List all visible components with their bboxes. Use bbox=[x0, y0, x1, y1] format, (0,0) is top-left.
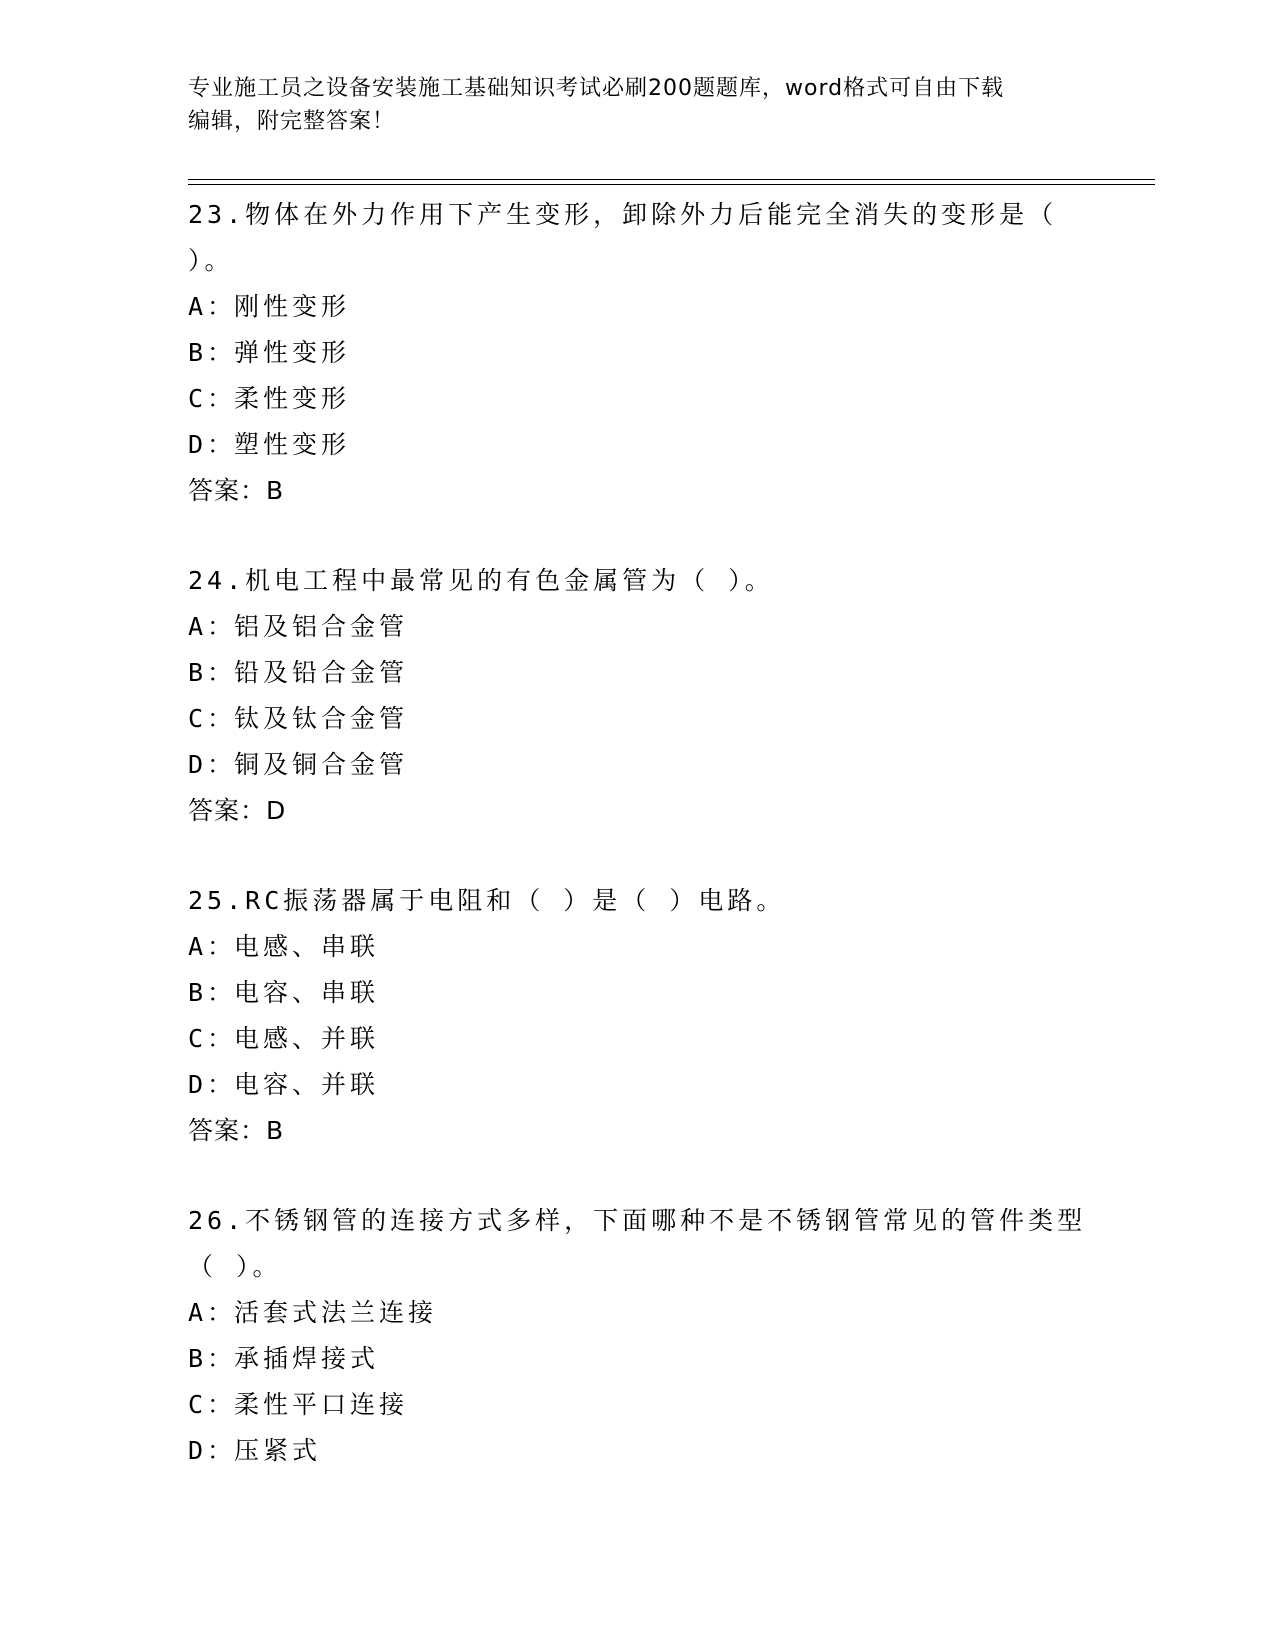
option-letter: C： bbox=[188, 1390, 237, 1419]
option-b bbox=[188, 1336, 1088, 1382]
option-letter: B： bbox=[188, 978, 237, 1007]
option-text: 电容、串联 bbox=[234, 978, 380, 1007]
option-letter: C： bbox=[188, 384, 237, 413]
question-text bbox=[188, 556, 1088, 604]
option-a bbox=[188, 604, 1088, 650]
option-b bbox=[188, 650, 1088, 696]
option-letter: C： bbox=[188, 704, 237, 733]
question-text bbox=[188, 876, 1088, 924]
question-text-line-2: （ ）。 bbox=[188, 1252, 282, 1281]
question-26 bbox=[188, 1196, 1088, 1474]
header-title-line-1: 专业施工员之设备安装施工基础知识考试必刷200题题库，word格式可自由下载 bbox=[188, 76, 1005, 101]
option-letter: D： bbox=[188, 1436, 237, 1465]
option-text: 柔性平口连接 bbox=[234, 1390, 409, 1419]
header-divider-top bbox=[188, 179, 1155, 180]
option-d bbox=[188, 1428, 1088, 1474]
option-letter: B： bbox=[188, 338, 237, 367]
question-23 bbox=[188, 190, 1088, 514]
answer-line: 答案：B bbox=[188, 476, 285, 505]
question-text bbox=[188, 1196, 1088, 1290]
option-text: 刚性变形 bbox=[234, 292, 351, 321]
option-text: 弹性变形 bbox=[234, 338, 351, 367]
question-text-line-1: 23.物体在外力作用下产生变形，卸除外力后能完全消失的变形是（ bbox=[188, 200, 1058, 229]
question-24 bbox=[188, 556, 1088, 834]
option-letter: B： bbox=[188, 658, 237, 687]
option-text: 塑性变形 bbox=[234, 430, 351, 459]
option-b bbox=[188, 330, 1088, 376]
question-25 bbox=[188, 876, 1088, 1154]
option-text: 铜及铜合金管 bbox=[234, 750, 409, 779]
option-a bbox=[188, 924, 1088, 970]
option-c bbox=[188, 696, 1088, 742]
option-d bbox=[188, 1062, 1088, 1108]
question-text-line-1: 26.不锈钢管的连接方式多样，下面哪种不是不锈钢管常见的管件类型 bbox=[188, 1206, 1087, 1235]
option-letter: A： bbox=[188, 612, 237, 641]
question-text-line-2: ）。 bbox=[188, 246, 234, 275]
answer-line: 答案：D bbox=[188, 796, 287, 825]
option-letter: B： bbox=[188, 1344, 237, 1373]
option-text: 钛及钛合金管 bbox=[234, 704, 409, 733]
option-c bbox=[188, 376, 1088, 422]
option-text: 铝及铝合金管 bbox=[234, 612, 409, 641]
option-text: 电感、并联 bbox=[234, 1024, 380, 1053]
option-text: 承插焊接式 bbox=[234, 1344, 380, 1373]
document-header bbox=[188, 72, 1088, 138]
option-letter: D： bbox=[188, 1070, 237, 1099]
option-b bbox=[188, 970, 1088, 1016]
question-list bbox=[188, 190, 1088, 1516]
option-text: 电容、并联 bbox=[234, 1070, 380, 1099]
header-title-line-2: 编辑，附完整答案！ bbox=[188, 109, 396, 134]
question-text-line-1: 24.机电工程中最常见的有色金属管为（ ）。 bbox=[188, 566, 774, 595]
option-d bbox=[188, 422, 1088, 468]
option-letter: A： bbox=[188, 932, 237, 961]
option-letter: A： bbox=[188, 292, 237, 321]
option-d bbox=[188, 742, 1088, 788]
option-text: 压紧式 bbox=[234, 1436, 322, 1465]
header-divider-bottom bbox=[188, 184, 1155, 185]
answer-line: 答案：B bbox=[188, 1116, 285, 1145]
option-letter: D： bbox=[188, 430, 237, 459]
option-text: 电感、串联 bbox=[234, 932, 380, 961]
option-text: 柔性变形 bbox=[234, 384, 351, 413]
option-a bbox=[188, 284, 1088, 330]
option-letter: C： bbox=[188, 1024, 237, 1053]
question-text bbox=[188, 190, 1088, 284]
option-letter: D： bbox=[188, 750, 237, 779]
option-a bbox=[188, 1290, 1088, 1336]
option-c bbox=[188, 1016, 1088, 1062]
option-letter: A： bbox=[188, 1298, 237, 1327]
option-text: 铅及铅合金管 bbox=[234, 658, 409, 687]
option-c bbox=[188, 1382, 1088, 1428]
question-text-line-1: 25.RC振荡器属于电阻和（ ）是（ ）电路。 bbox=[188, 886, 786, 915]
option-text: 活套式法兰连接 bbox=[234, 1298, 438, 1327]
